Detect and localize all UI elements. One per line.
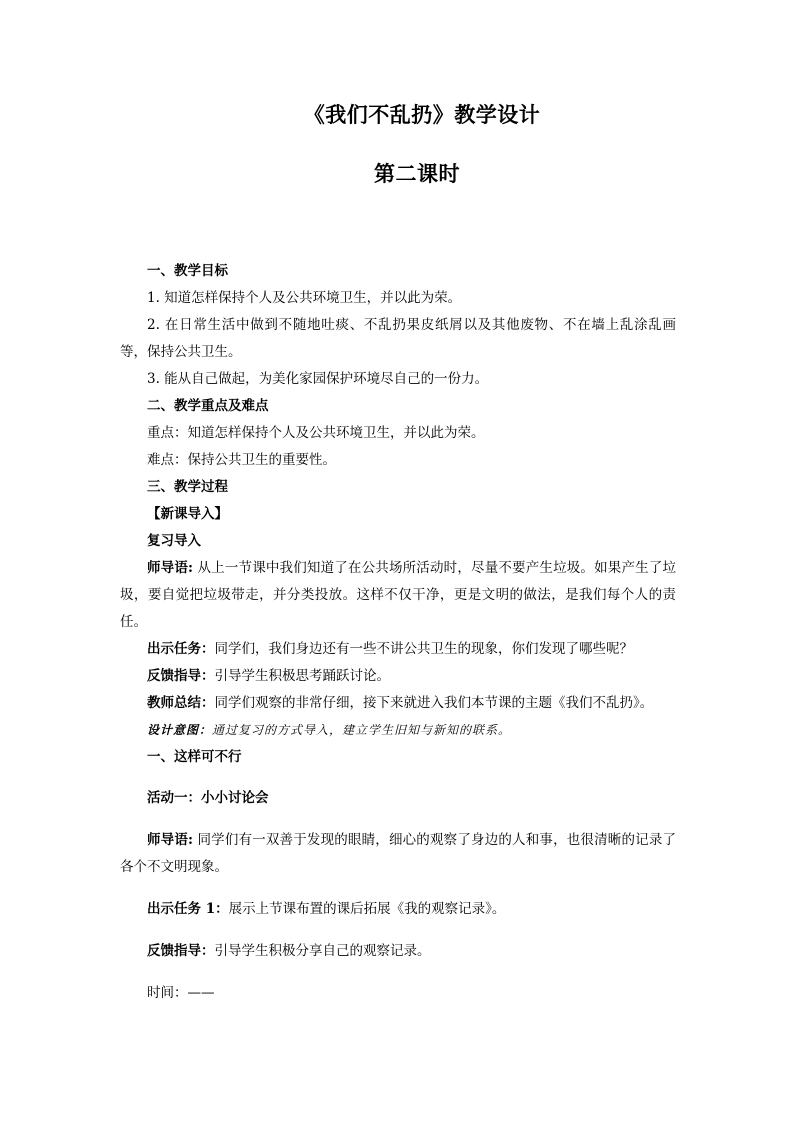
goal-1: 1. 知道怎样保持个人及公共环境卫生，并以此为荣。 [147, 290, 462, 306]
intent-paragraph [120, 717, 676, 744]
review-heading: 复习导入 [147, 533, 201, 549]
feedback2-paragraph [120, 938, 676, 965]
goals-heading: 一、教学目标 [147, 263, 228, 279]
summary-label: 教师总结： [147, 695, 215, 711]
guide2-text: 同学们有一双善于发现的眼睛，细心的观察了身边的人和事，也很清晰的记录了各个不文明现象。 [120, 832, 676, 875]
guide-paragraph [120, 555, 676, 636]
task-text: 同学们，我们身边还有一些不讲公共卫生的现象，你们发现了哪些呢？ [214, 641, 633, 657]
intro-heading: 【新课导入】 [147, 506, 228, 522]
guide2-label: 师导语: [147, 832, 194, 848]
guide-label: 师导语: [147, 560, 194, 576]
goal-2: 2. 在日常生活中做到不随地吐痰、不乱扔果皮纸屑以及其他废物、不在墙上乱涂乱画等，保持公共卫生。 [120, 317, 676, 360]
key-point: 重点：知道怎样保持个人及公共环境卫生，并以此为荣。 [147, 425, 485, 441]
summary-text: 同学们观察的非常仔细，接下来就进入我们本节课的主题《我们不乱扔》。 [214, 695, 654, 711]
task1-text: 展示上节课布置的课后拓展《我的观察记录》。 [228, 901, 506, 917]
feedback-label: 反馈指导： [147, 668, 215, 684]
feedback2-text: 引导学生积极分享自己的观察记录。 [214, 943, 431, 959]
process-heading: 三、教学过程 [147, 479, 228, 495]
task1-paragraph [120, 896, 676, 923]
activity1-heading: 活动一：小小讨论会 [147, 790, 269, 806]
feedback2-label: 反馈指导： [147, 943, 215, 959]
goal-3: 3. 能从自己做起，为美化家园保护环境尽自己的一份力。 [147, 371, 489, 387]
task1-label: 出示任务 1： [147, 901, 229, 917]
difficulty-point: 难点：保持公共卫生的重要性。 [147, 452, 336, 468]
guide-text: 从上一节课中我们知道了在公共场所活动时，尽量不要产生垃圾。如果产生了垃圾，要自觉把垃圾带走，并分类投放。这样不仅干净，更是文明的做法，是我们每个人的责任。 [120, 560, 676, 630]
task-paragraph [120, 636, 676, 663]
feedback-paragraph [120, 663, 676, 690]
summary-paragraph [120, 690, 676, 717]
task-label: 出示任务： [147, 641, 215, 657]
intent-text: 通过复习的方式导入，建立学生旧知与新知的联系。 [212, 723, 512, 737]
part1-heading: 一、这样可不行 [147, 749, 242, 765]
guide2-paragraph [120, 827, 676, 881]
time-line: 时间：—— [147, 985, 215, 1001]
feedback-text: 引导学生积极思考踊跃讨论。 [214, 668, 390, 684]
document-body [120, 258, 676, 1007]
intent-label: 设计意图： [147, 723, 213, 737]
key-heading: 二、教学重点及难点 [147, 398, 269, 414]
document-subtitle: 第二课时 [374, 161, 460, 186]
document-title: 《我们不乱扔》教学设计 [303, 102, 541, 127]
